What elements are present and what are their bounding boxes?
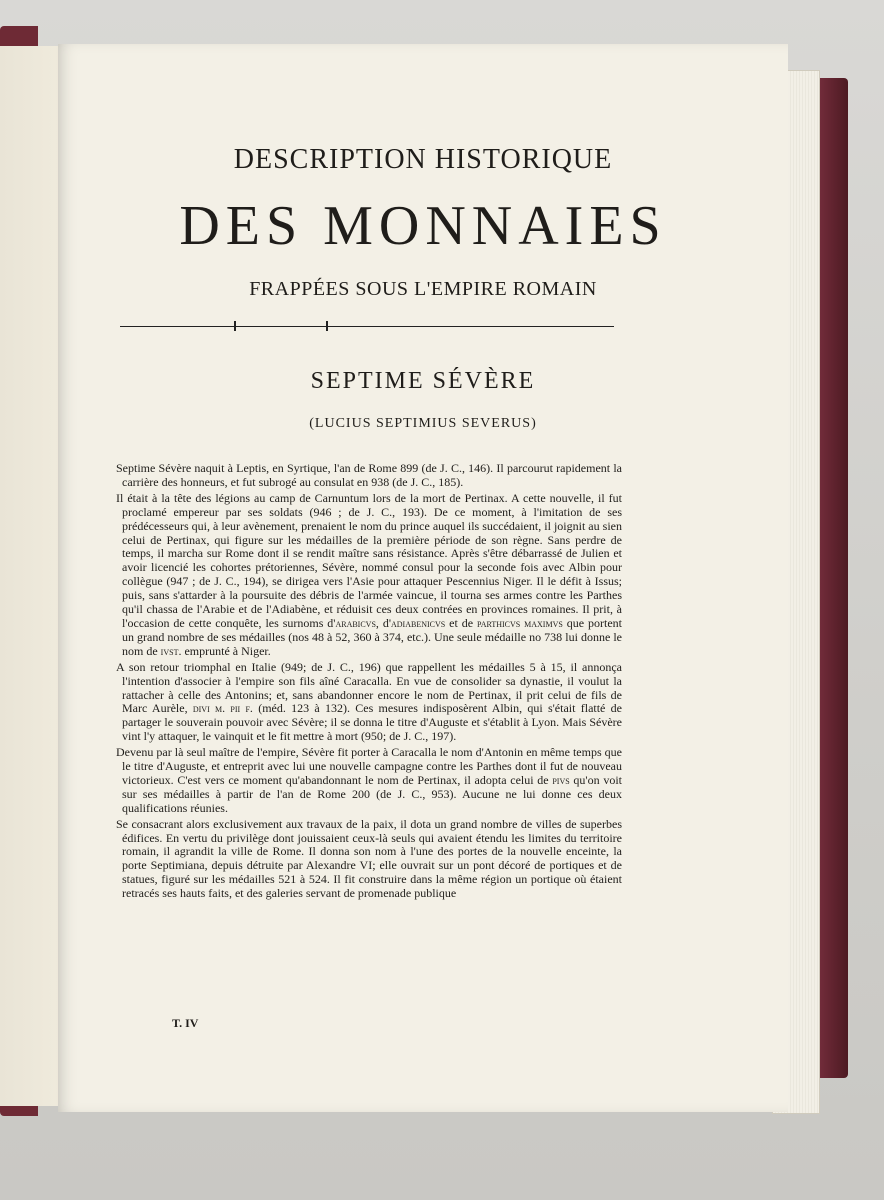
body-paragraph [116,661,622,744]
paragraph-text: Devenu par là seul maître de l'empire, Sévère fit porter à Caracalla le nom d'Antonin en même temps que le titre d'Auguste, et entreprit avec lui une nouvelle campagne contre les Parthes dont il fut de nouveau victorieux. C'est vers ce moment qu'abandonnant le nom de Pertinax, il adopta celui de [116,745,622,787]
chapter-title: SEPTIME SÉVÈRE [310,368,536,394]
paragraph-text: A son retour triomphal en Italie (949; de J. C., 196) que rappellent les médailles 5 à 15, il annonça l'intention d'associer à l'empire son fils aîné Caracalla. En vue de consolider sa dynastie, il voulut la rattacher à celle des Antonins; et, sans abandonner encore le nom de Pertinax, il prit celui de fils de Marc Aurèle, [116,659,622,716]
signature-mark: T. IV [172,1016,199,1030]
paragraph-text: et de [445,615,477,630]
title-rule [120,326,614,327]
body-paragraph [116,462,622,490]
small-caps-term: pivs [552,772,570,787]
paragraph-text: emprunté à Niger. [181,643,271,658]
body-paragraph [116,492,622,659]
small-caps-term: adiabenicvs [391,615,446,630]
body-text [116,462,622,901]
body-paragraph [116,746,622,816]
title-des-monnaies: DES MONNAIES [179,195,667,257]
paragraph-text: Se consacrant alors exclusivement aux travaux de la paix, il dota un grand nombre de villes de superbes édifices. En vertu du privilège dont jouissaient ceux-là seuls qui avaient étendu les limites du territoire romain, il agrandit la ville de Rome. Il donna son nom à l'une des portes de la nouvelle enceinte, la porte Septimiana, depuis détruite par Alexandre VI; elle ouvrait sur un pont décoré de portiques et de statues, figuré sur les médailles 521 à 524. Il fit construire dans la même région un portique où étaient retracés ses hauts faits, et des galeries servant de promenade publique [116,816,622,901]
rule-mark-left [234,321,236,331]
paragraph-text: , d' [375,615,391,630]
small-caps-term: divi m. pii f. [192,701,253,716]
paragraph-text: qu'on voit sur ses médailles à partir de l'an de Rome 200 (de J. C., 953). Aucune ne lui donne ces deux qualifications réunies. [122,772,622,815]
small-caps-term: parthicvs maximvs [476,615,563,630]
title-description-historique: DESCRIPTION HISTORIQUE [233,144,613,175]
title-frappees: FRAPPÉES SOUS L'EMPIRE ROMAIN [249,278,597,300]
paragraph-text: que portent un grand nombre de ses médailles (nos 48 à 52, 360 à 374, etc.). Une seule médaille no 738 lui donne le nom de [122,615,622,658]
book-page [58,44,788,1112]
paragraph-text: Il était à la tête des légions au camp de Carnuntum lors de la mort de Pertinax. A cette nouvelle, il fut proclamé empereur par ses soldats (946 ; de J. C., 193). De ce moment, à l'imitation de ses prédécesseurs qui, à leur avènement, prenaient le nom du prince auquel ils succédaient, il joignit au sien celui de Pertinax, qui figure sur les médailles de la première période de son règne. Sans perdre de temps, il marcha sur Rome dont il se rendit maître sans résistance. Après s'être débarrassé de Julien et avoir licencié les cohortes prétoriennes, Sévère, nommé consul pour la seconde fois avec Albin pour collègue (947 ; de J. C., 194), se dirigea vers l'Asie pour attaquer Pescennius Niger. Il le défit à Issus; puis, sans s'attarder à la poursuite des débris de l'armée vaincue, il tourna ses armes contre les Parthes qu'il chassa de l'Arabie et de l'Adiabène, et réduisit ces deux contrées en provinces romaines. Il prit, à l'occasion de cette conquête, les surnoms d' [116,490,622,630]
small-caps-term: ivst. [160,643,182,658]
chapter-subtitle: (LUCIUS SEPTIMIUS SEVERUS) [309,416,537,431]
paragraph-text: Septime Sévère naquit à Leptis, en Syrtique, l'an de Rome 899 (de J. C., 146). Il parcourut rapidement la carrière des honneurs, et fut subrogé au consulat en 938 (de J. C., 185). [116,461,622,489]
small-caps-term: arabicvs [335,615,376,630]
body-paragraph [116,818,622,901]
paragraph-text: (méd. 123 à 132). Ces mesures indisposèrent Albin, qui s'était flatté de partager le souverain pouvoir avec Sévère; il se donna le titre d'Auguste et s'établit à Lyon. Mais Sévère vint l'y attaquer, le vainquit et le fit mettre à mort (950; de J. C., 197). [122,701,622,744]
rule-mark-right [326,321,328,331]
